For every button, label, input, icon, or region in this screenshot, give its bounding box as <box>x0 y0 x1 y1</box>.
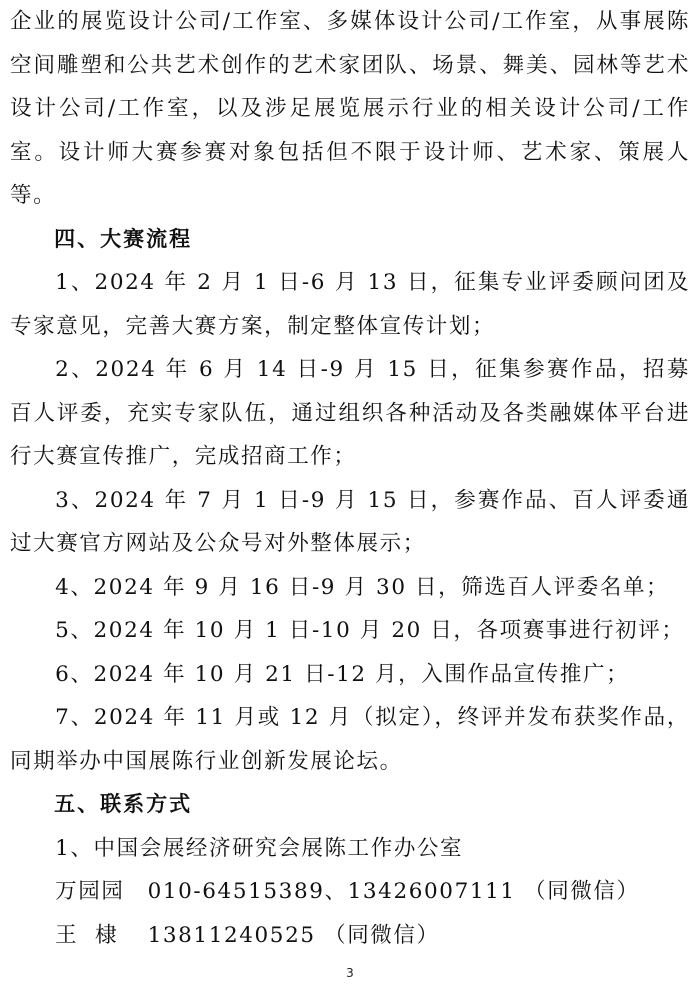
body-text <box>10 0 690 957</box>
process-item-7: 7、2024 年 11 月或 12 月（拟定），终评并发布获奖作品，同期举办中国展陈行业创新发展论坛。 <box>10 705 690 774</box>
process-item-6: 6、2024 年 10 月 21 日-12 月，入围作品宣传推广； <box>55 661 630 687</box>
section-4-heading: 四、大赛流程 <box>54 226 193 251</box>
section-5-heading: 五、联系方式 <box>54 792 193 816</box>
process-item-1: 1、2024 年 2 月 1 日-6 月 13 日，征集专业评委顾问团及专家意见，完善大赛方案，制定整体宣传计划； <box>10 270 690 339</box>
process-item-5: 5、2024 年 10 月 1 日-10 月 20 日，各项赛事进行初评； <box>55 618 685 643</box>
contact-office: 1、中国会展经济研究会展陈工作办公室 <box>55 835 464 861</box>
contact-phone: 010-64515389、13426007111 <box>147 879 516 904</box>
contact-note: （同微信） <box>324 922 440 948</box>
process-item-2: 2、2024 年 6 月 14 日-9 月 15 日，征集参赛作品，招募百人评委，充实专家队伍，通过组织各种活动及各类融媒体平台进行大赛宣传推广，完成招商工作； <box>10 357 690 469</box>
intro-paragraph: 企业的展览设计公司/工作室、多媒体设计公司/工作室，从事展陈空间雕塑和公共艺术创作的艺术家团队、场景、舞美、园林等艺术设计公司/工作室，以及涉足展览展示行业的相关设计公司/工作室。设计师大赛参赛对象包括但不限于设计师、艺术家、策展人等。 <box>10 9 690 208</box>
contact-row-1 <box>10 870 690 914</box>
contact-phone: 13811240525 <box>147 922 316 948</box>
contact-row-2 <box>10 914 690 958</box>
page-number: 3 <box>346 966 354 980</box>
contact-name: 万园园 <box>55 879 125 904</box>
process-item-4: 4、2024 年 9 月 16 日-9 月 30 日，筛选百人评委名单； <box>55 574 670 600</box>
contact-note: （同微信） <box>524 879 640 904</box>
process-item-3: 3、2024 年 7 月 1 日-9 月 15 日，参赛作品、百人评委通过大赛官方网站及公众号对外整体展示； <box>10 487 690 556</box>
contact-name: 王 棣 <box>55 922 119 948</box>
